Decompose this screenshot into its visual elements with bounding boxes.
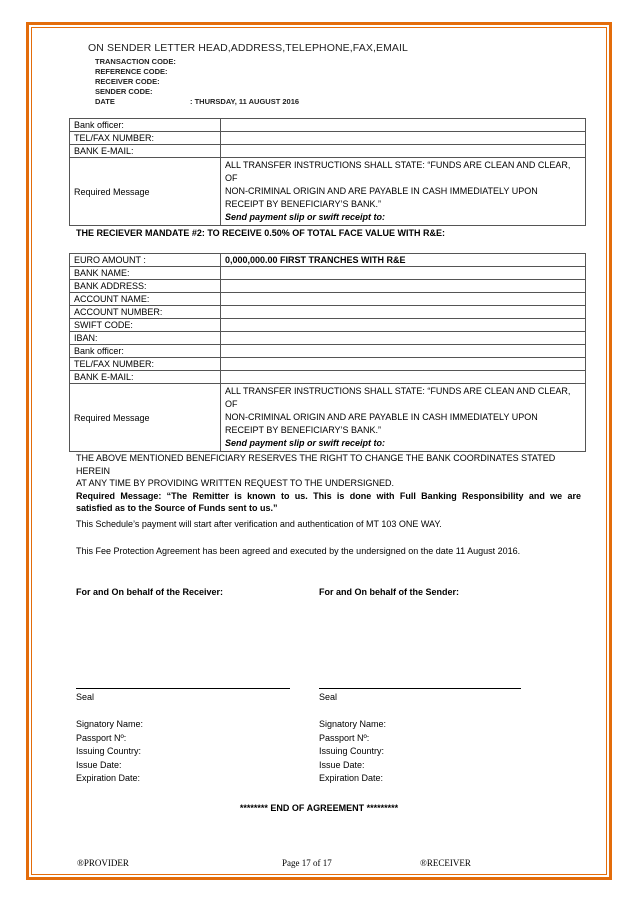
table-row [70,158,586,226]
sender-signature-line [319,688,521,689]
field-value[interactable] [221,306,586,319]
receiver-signature-block [76,691,143,786]
reference-code: REFERENCE CODE: [95,67,168,76]
field-value[interactable] [221,267,586,280]
table-row [70,371,586,384]
receiver-code: RECEIVER CODE: [95,77,160,86]
euro-amount-value: 0,000,000.00 FIRST TRANCHES WITH R&E [221,254,586,267]
issue-date-label: Issue Date: [319,759,365,770]
required-message-text [221,158,586,226]
spacer [319,705,386,719]
table-row [70,332,586,345]
bank-details-table-2 [69,253,586,452]
clause-line: THE ABOVE MENTIONED BENEFICIARY RESERVES THE RIGHT TO CHANGE THE BANK COORDINATES STATED HEREIN [76,453,556,476]
signatory-name-label: Signatory Name: [76,719,144,729]
field-label: ACCOUNT NUMBER: [70,306,221,319]
signatory-name-label: Signatory Name: [319,719,387,729]
field-label: TEL/FAX NUMBER: [70,358,221,371]
table-row [70,319,586,332]
sender-signature-block [319,691,386,786]
expiration-date-label: Expiration Date: [319,773,384,783]
schedule-statement: This Schedule’s payment will start after verification and authentication of MT 103 ONE WAY. [76,519,442,529]
date-label: DATE [95,97,115,106]
field-value[interactable] [221,293,586,306]
table-row [70,306,586,319]
field-label: IBAN: [70,332,221,345]
footer-provider: ®PROVIDER [77,858,129,868]
field-label: BANK E-MAIL: [70,145,221,158]
sender-signature-heading: For and On behalf of the Sender: [319,587,460,597]
beneficiary-clause [76,452,581,515]
required-message-label: Required Message [70,158,221,226]
table-row [70,345,586,358]
table-row [70,293,586,306]
field-label: Bank officer: [70,345,221,358]
table-row [70,145,586,158]
field-label: BANK E-MAIL: [70,371,221,384]
field-label: BANK NAME: [70,267,221,280]
message-line: RECEIPT BY BENEFICIARY’S BANK.” [225,425,382,435]
sender-code: SENDER CODE: [95,87,153,96]
table-row [70,119,586,132]
message-line: ALL TRANSFER INSTRUCTIONS SHALL STATE: “FUNDS ARE CLEAN AND CLEAR, OF [225,386,571,409]
required-message-label: Required Message [70,384,221,452]
field-label: BANK ADDRESS: [70,280,221,293]
field-value[interactable] [221,319,586,332]
message-line: RECEIPT BY BENEFICIARY’S BANK.” [225,199,382,209]
table-row [70,254,586,267]
message-line: NON-CRIMINAL ORIGIN AND ARE PAYABLE IN CASH IMMEDIATELY UPON [225,412,538,422]
bank-details-table-1 [69,118,586,226]
message-line: ALL TRANSFER INSTRUCTIONS SHALL STATE: “FUNDS ARE CLEAN AND CLEAR, OF [225,160,571,183]
spacer [76,705,143,719]
receiver-signature-heading: For and On behalf of the Receiver: [76,587,224,597]
footer-page-number: Page 17 of 17 [282,858,332,868]
field-label: Bank officer: [70,119,221,132]
field-value[interactable] [221,345,586,358]
table-row [70,280,586,293]
passport-label: Passport Nº: [319,732,370,743]
required-message-text [221,384,586,452]
message-line: NON-CRIMINAL ORIGIN AND ARE PAYABLE IN CASH IMMEDIATELY UPON [225,186,538,196]
required-message-line: Required Message: “The Remitter is known to us. This is done with Full Banking Responsibility and we are [76,490,581,501]
expiration-date-label: Expiration Date: [76,773,141,783]
table-row [70,267,586,280]
field-value[interactable] [221,132,586,145]
field-label: TEL/FAX NUMBER: [70,132,221,145]
clause-line: AT ANY TIME BY PROVIDING WRITTEN REQUEST TO THE UNDERSIGNED. [76,478,395,488]
field-value[interactable] [221,119,586,132]
footer-receiver: ®RECEIVER [420,858,471,868]
issuing-country-label: Issuing Country: [319,746,385,756]
letterhead: ON SENDER LETTER HEAD,ADDRESS,TELEPHONE,FAX,EMAIL [88,42,408,54]
message-line-emphasis: Send payment slip or swift receipt to: [225,212,386,222]
issue-date-label: Issue Date: [76,759,122,770]
field-label: ACCOUNT NAME: [70,293,221,306]
field-value[interactable] [221,358,586,371]
euro-amount-label: EURO AMOUNT : [70,254,221,267]
seal-label: Seal [76,692,95,702]
agreement-statement: This Fee Protection Agreement has been agreed and executed by the undersigned on the date 11 August 2016. [76,546,521,556]
mandate-heading: THE RECIEVER MANDATE #2: TO RECEIVE 0.50% OF TOTAL FACE VALUE WITH R&E: [76,228,446,238]
message-line-emphasis: Send payment slip or swift receipt to: [225,438,386,448]
field-value[interactable] [221,371,586,384]
table-row [70,132,586,145]
table-row [70,384,586,452]
receiver-signature-line [76,688,290,689]
transaction-code: TRANSACTION CODE: [95,57,176,66]
date-value: : THURSDAY, 11 AUGUST 2016 [190,97,300,106]
field-value[interactable] [221,280,586,293]
issuing-country-label: Issuing Country: [76,746,142,756]
required-message-line: satisfied as to the Source of Funds sent to us.” [76,503,278,513]
field-value[interactable] [221,332,586,345]
end-of-agreement: ******** END OF AGREEMENT ********* [239,803,399,813]
table-row [70,358,586,371]
field-label: SWIFT CODE: [70,319,221,332]
seal-label: Seal [319,692,338,702]
field-value[interactable] [221,145,586,158]
passport-label: Passport Nº: [76,732,127,743]
